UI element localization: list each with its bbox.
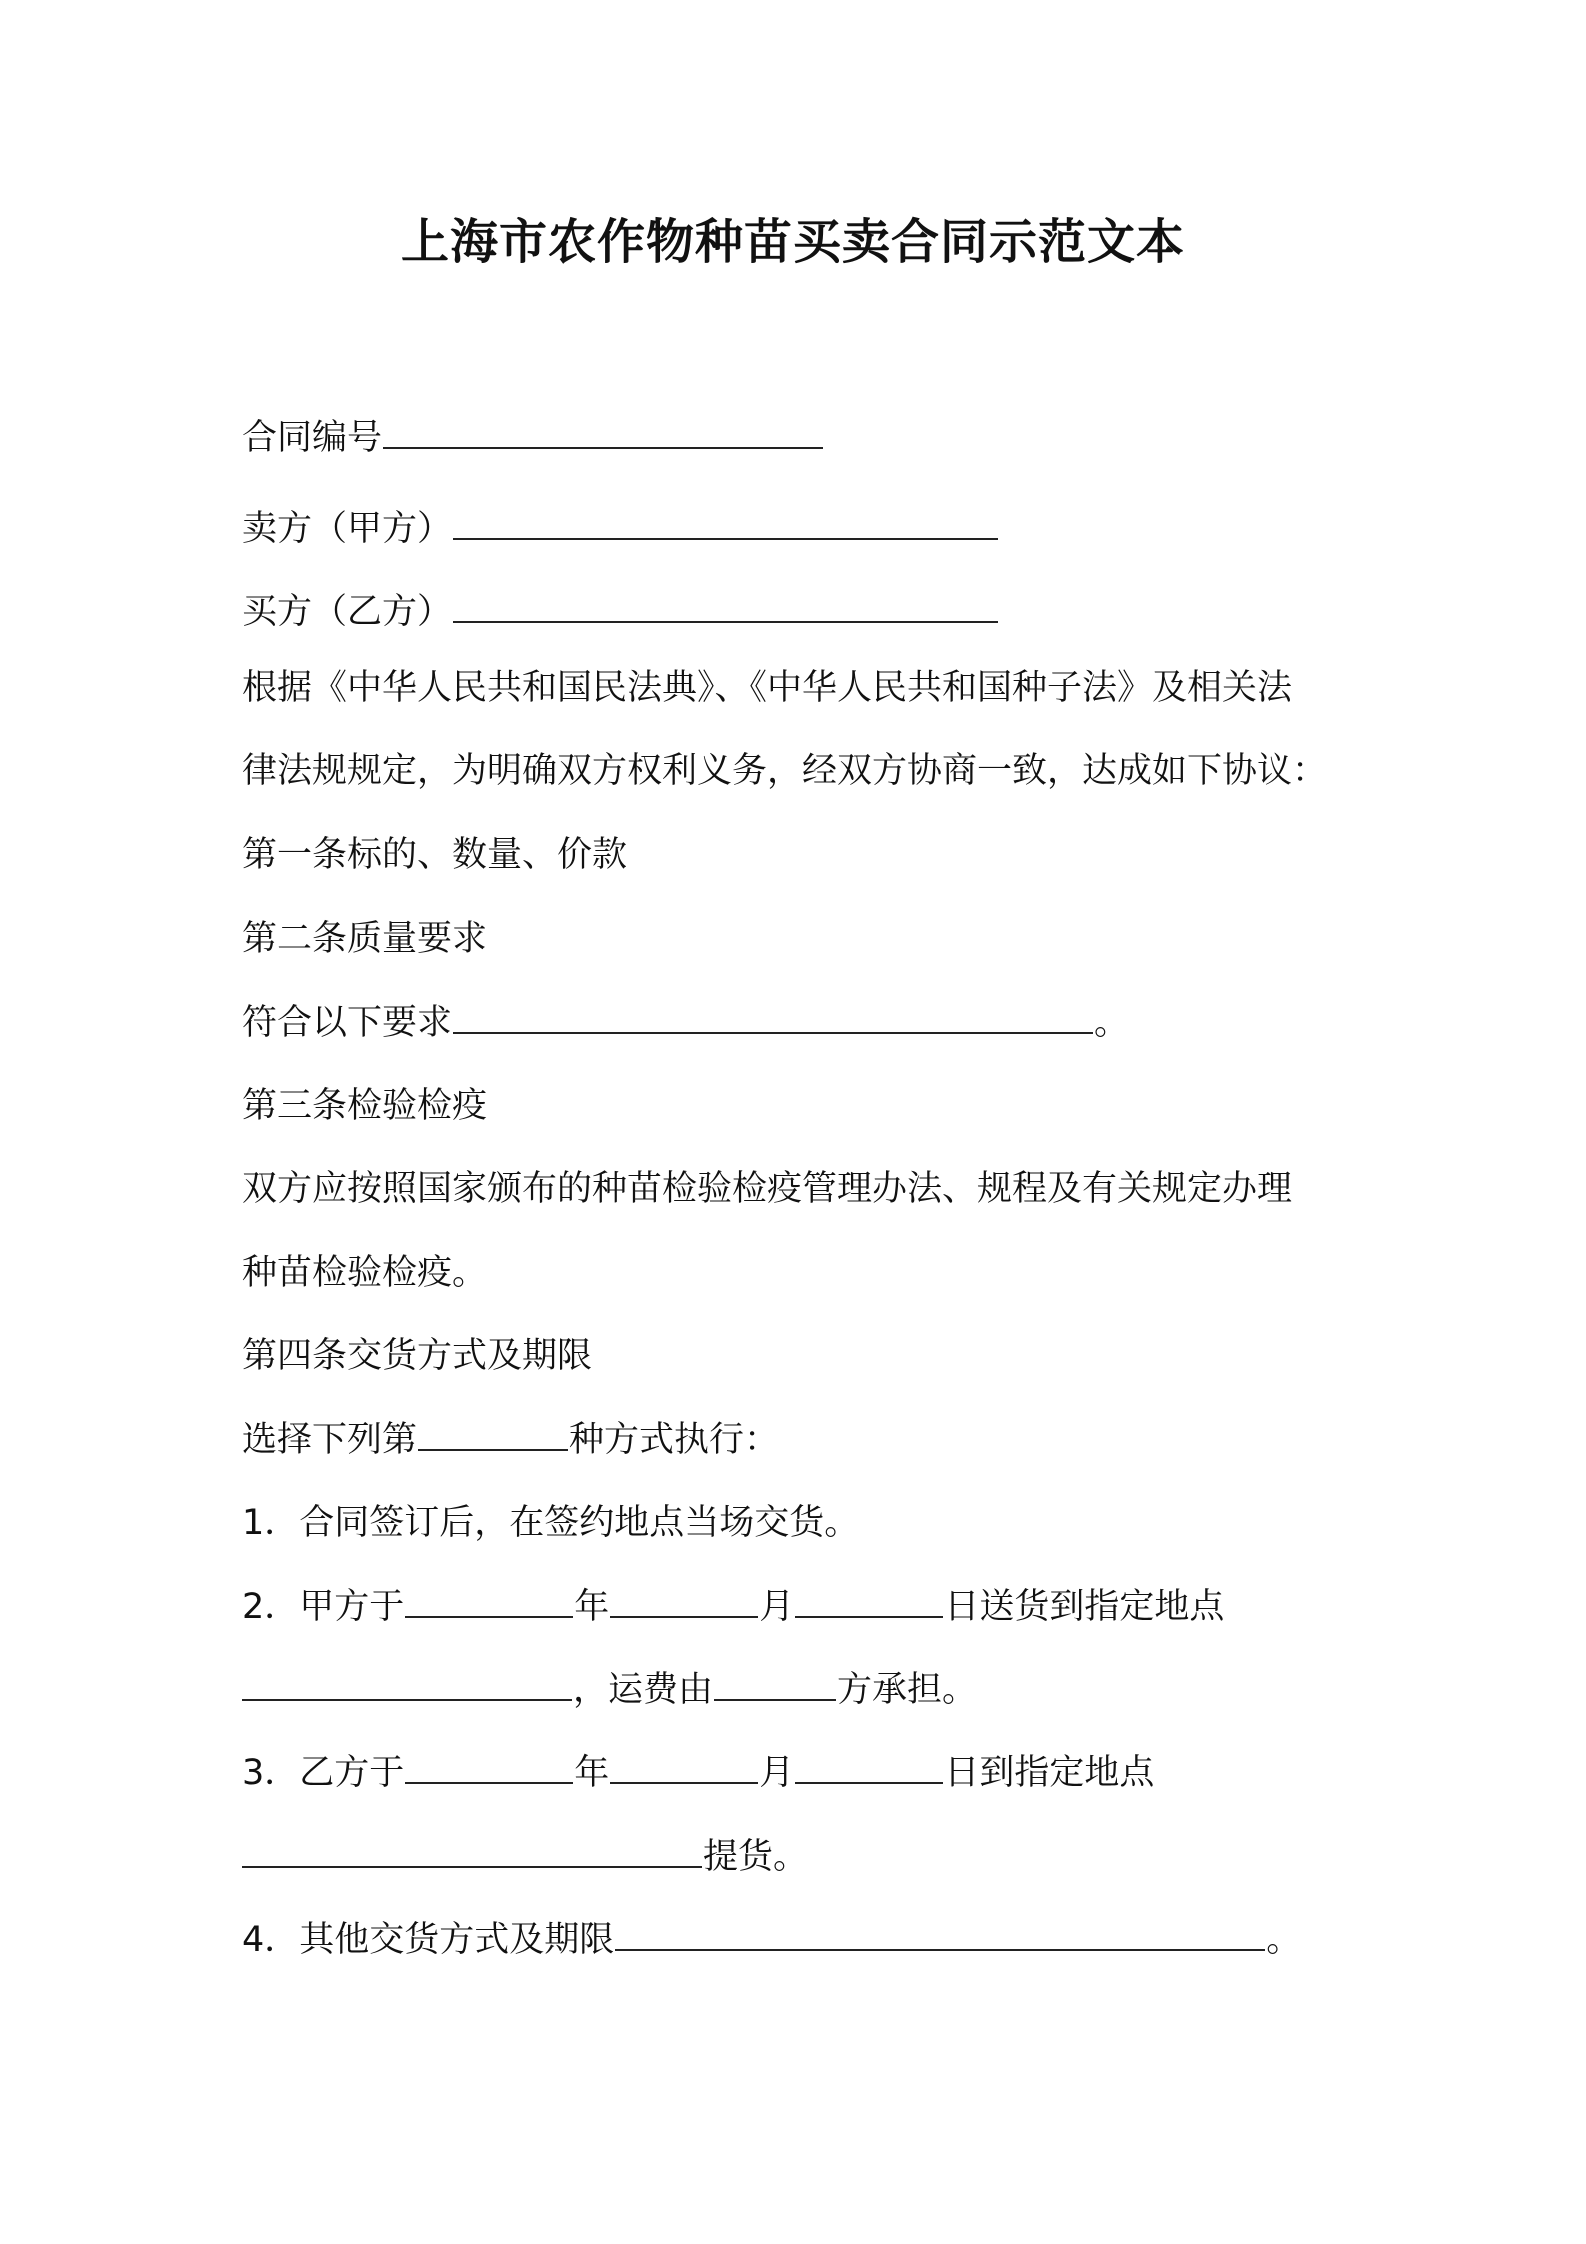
option-3-month-blank[interactable] (610, 1752, 758, 1784)
article-2-heading: 第二条质量要求 (242, 919, 488, 959)
article-1-heading: 第一条标的、数量、价款 (242, 835, 628, 875)
option-2-year-blank[interactable] (405, 1586, 573, 1618)
option-3-continuation (242, 1834, 1382, 1880)
option-2-month-blank[interactable] (610, 1586, 758, 1618)
option-2-location-blank[interactable] (242, 1669, 572, 1701)
quality-label: 符合以下要求 (242, 1003, 453, 1043)
contract-number-line (242, 415, 1382, 461)
option-2-day-text: 日送货到指定地点 (944, 1587, 1225, 1627)
option-2-line (242, 1584, 1382, 1630)
option-3-day-text: 日到指定地点 (944, 1753, 1155, 1793)
intro-line-1: 根据《中华人民共和国民法典》、《中华人民共和国种子法》及相关法 (242, 668, 1293, 708)
inspection-line-1: 双方应按照国家颁布的种苗检验检疫管理办法、规程及有关规定办理 (242, 1169, 1293, 1209)
option-2-end-text: 方承担。 (837, 1670, 978, 1710)
option-2-prefix: 2．甲方于 (242, 1587, 405, 1627)
quality-period: 。 (1094, 1003, 1130, 1043)
option-4-prefix: 4．其他交货方式及期限 (242, 1920, 615, 1960)
option-3-end-text: 提货。 (703, 1837, 809, 1877)
buyer-label: 买方（乙方） (242, 592, 453, 632)
intro-line-2: 律法规规定，为明确双方权利义务，经双方协商一致，达成如下协议： (242, 751, 1328, 791)
option-3-year-label: 年 (574, 1753, 610, 1793)
option-2-day-blank[interactable] (795, 1586, 943, 1618)
quality-blank[interactable] (453, 1002, 1093, 1034)
option-3-line (242, 1750, 1382, 1796)
option-2-freight-party-blank[interactable] (714, 1669, 836, 1701)
option-3-day-blank[interactable] (795, 1752, 943, 1784)
option-2-year-label: 年 (574, 1587, 610, 1627)
option-2-month-label: 月 (759, 1587, 795, 1627)
article-3-heading: 第三条检验检疫 (242, 1086, 488, 1126)
seller-line (242, 506, 1382, 552)
option-1-line: 1．合同签订后，在签约地点当场交货。 (242, 1503, 860, 1543)
option-3-month-label: 月 (759, 1753, 795, 1793)
choose-option-line (242, 1417, 1382, 1463)
document-title: 上海市农作物种苗买卖合同示范文本 (400, 214, 1185, 270)
buyer-line (242, 589, 1382, 635)
choose-prefix: 选择下列第 (242, 1420, 418, 1460)
seller-blank[interactable] (453, 508, 998, 540)
option-4-blank[interactable] (615, 1919, 1265, 1951)
option-3-location-blank[interactable] (242, 1836, 702, 1868)
contract-number-blank[interactable] (383, 417, 823, 449)
buyer-blank[interactable] (453, 591, 998, 623)
seller-label: 卖方（甲方） (242, 509, 453, 549)
option-3-year-blank[interactable] (405, 1752, 573, 1784)
option-4-line (242, 1917, 1382, 1963)
option-4-period: 。 (1266, 1920, 1302, 1960)
option-number-blank[interactable] (418, 1419, 568, 1451)
option-2-continuation (242, 1667, 1382, 1713)
inspection-line-2: 种苗检验检疫。 (242, 1253, 488, 1293)
option-3-prefix: 3．乙方于 (242, 1753, 405, 1793)
choose-suffix: 种方式执行： (569, 1420, 780, 1460)
quality-line (242, 1000, 1382, 1046)
contract-number-label: 合同编号 (242, 418, 383, 458)
article-4-heading: 第四条交货方式及期限 (242, 1336, 593, 1376)
option-2-freight-text: ，运费由 (573, 1670, 714, 1710)
